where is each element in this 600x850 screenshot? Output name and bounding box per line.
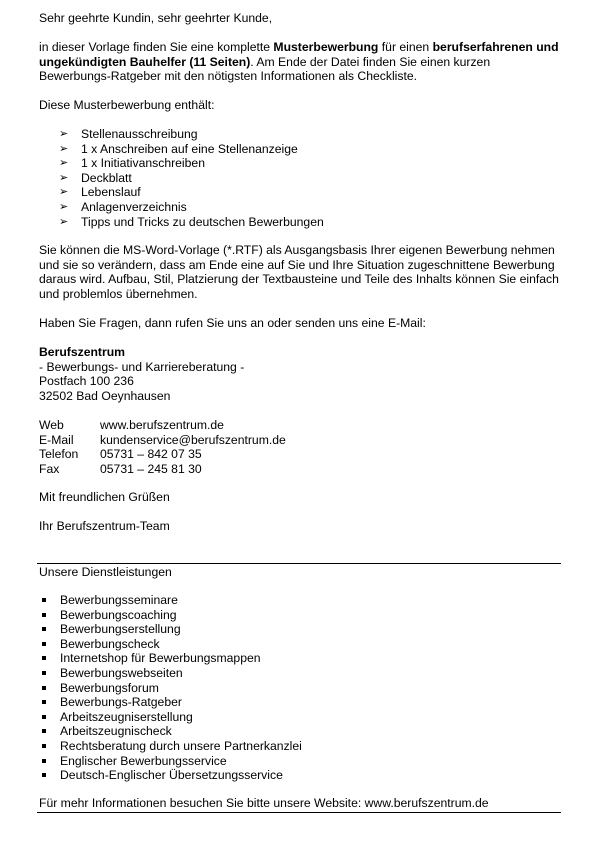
service-item-label: Bewerbungsseminare	[60, 593, 178, 607]
arrow-bullet-icon: ➢	[59, 186, 69, 199]
service-item-label: Bewerbungswebseiten	[60, 665, 183, 680]
contents-list-item	[39, 156, 569, 171]
service-item-label: Deutsch-Englischer Übersetzungsservice	[60, 768, 283, 783]
contents-list-item	[39, 171, 569, 186]
contact-email-link[interactable]: kundenservice@berufszentrum.de	[100, 432, 286, 447]
intro-paragraph	[39, 40, 564, 84]
more-info-line: Für mehr Informationen besuchen Sie bitte unsere Website: www.berufszentrum.de	[39, 796, 489, 810]
arrow-bullet-icon: ➢	[59, 157, 69, 170]
contact-fax-value: 05731 – 245 81 30	[100, 461, 202, 476]
organization-postbox: Postfach 100 236	[39, 374, 134, 389]
signature: Ihr Berufszentrum-Team	[39, 519, 170, 533]
arrow-bullet-icon: ➢	[59, 215, 69, 228]
contents-item-label: 1 x Anschreiben auf eine Stellenanzeige	[81, 141, 298, 156]
contents-list-item	[39, 142, 569, 157]
template-usage-paragraph: Sie können die MS-Word-Vorlage (*.RTF) als Ausgangsbasis Ihrer eigenen Bewerbung nehmen und sie so verändern, dass am Ende eine auf Sie und Ihre Situation zugeschnittene Bewerbung daraus wird. Aufbau, Stil, Platzierung der Textbausteine und Teile des Inhalts können Sie einfach und problemlos übernehmen.	[39, 243, 559, 301]
service-list-item	[39, 695, 569, 710]
contents-item-label: 1 x Initiativanschreiben	[81, 156, 205, 171]
organization-name: Berufszentrum	[39, 345, 126, 359]
service-list-item	[39, 622, 569, 637]
square-bullet-icon	[42, 671, 46, 675]
contact-row-fax	[39, 462, 569, 477]
intro-bold-2: berufserfahrenen und ungekündigten Bauhelfer (11 Seiten)	[39, 40, 559, 69]
service-item-label: Bewerbungscoaching	[60, 607, 177, 622]
square-bullet-icon	[42, 613, 46, 617]
contact-label: E-Mail	[39, 432, 74, 447]
square-bullet-icon	[42, 729, 46, 733]
square-bullet-icon	[42, 773, 46, 777]
service-list-item	[39, 768, 569, 783]
organization-address	[39, 345, 569, 403]
contents-item-label: Deckblatt	[81, 170, 132, 185]
greeting: Sehr geehrte Kundin, sehr geehrter Kunde,	[39, 11, 273, 25]
contact-label: Fax	[39, 461, 60, 476]
service-item-label: Bewerbungs-Ratgeber	[60, 695, 182, 710]
contents-list	[39, 127, 569, 229]
contact-label: Telefon	[39, 447, 79, 462]
service-item-label: Arbeitszeugnischeck	[60, 724, 172, 739]
service-item-label: Rechtsberatung durch unsere Partnerkanzlei	[60, 738, 302, 753]
service-item-label: Arbeitszeugniserstellung	[60, 709, 193, 724]
intro-text-3: . Am Ende der Datei finden Sie einen kurzen Bewerbungs-Ratgeber mit den nötigsten Informationen als Checkliste.	[39, 54, 491, 84]
service-list-item	[39, 754, 569, 769]
contents-item-label: Anlagenverzeichnis	[81, 199, 187, 214]
square-bullet-icon	[42, 715, 46, 719]
services-bottom-divider	[37, 812, 561, 813]
contents-item-label: Tipps und Tricks zu deutschen Bewerbungen	[81, 214, 324, 229]
square-bullet-icon	[42, 744, 46, 748]
closing-regards: Mit freundlichen Grüßen	[39, 490, 170, 504]
contents-item-label: Lebenslauf	[81, 185, 141, 200]
square-bullet-icon	[42, 598, 46, 602]
contents-heading: Diese Musterbewerbung enthält:	[39, 98, 215, 112]
services-title: Unsere Dienstleistungen	[39, 565, 172, 579]
square-bullet-icon	[42, 759, 46, 763]
service-item-label: Bewerbungserstellung	[60, 622, 181, 637]
service-item-label: Bewerbungsforum	[60, 680, 159, 695]
contents-list-item	[39, 185, 569, 200]
square-bullet-icon	[42, 627, 46, 631]
organization-city: 32502 Bad Oeynhausen	[39, 388, 171, 403]
contact-row-email	[39, 433, 569, 448]
contents-list-item	[39, 215, 569, 230]
intro-text-2: für einen	[378, 40, 433, 54]
intro-bold-1: Musterbewerbung	[273, 40, 379, 54]
square-bullet-icon	[42, 642, 46, 646]
arrow-bullet-icon: ➢	[59, 142, 69, 155]
questions-line: Haben Sie Fragen, dann rufen Sie uns an oder senden uns eine E-Mail:	[39, 316, 426, 330]
service-item-label: Englischer Bewerbungsservice	[60, 753, 227, 768]
contact-row-web	[39, 418, 569, 433]
service-list-item	[39, 739, 569, 754]
intro-text-1: in dieser Vorlage finden Sie eine komplette	[39, 40, 274, 54]
service-list-item	[39, 637, 569, 652]
contact-details	[39, 418, 569, 476]
service-list-item	[39, 681, 569, 696]
contact-phone-value: 05731 – 842 07 35	[100, 447, 202, 462]
contents-item-label: Stellenausschreibung	[81, 127, 198, 141]
square-bullet-icon	[42, 700, 46, 704]
service-list-item	[39, 651, 569, 666]
service-list-item	[39, 724, 569, 739]
organization-subtitle: - Bewerbungs- und Karriereberatung -	[39, 359, 245, 374]
contact-web-link[interactable]: www.berufszentrum.de	[100, 418, 224, 432]
arrow-bullet-icon: ➢	[59, 128, 69, 140]
service-item-label: Internetshop für Bewerbungsmappen	[60, 651, 261, 666]
service-list-item	[39, 608, 569, 623]
contents-list-item	[39, 200, 569, 215]
service-list-item	[39, 710, 569, 725]
service-list-item	[39, 666, 569, 681]
contact-row-phone	[39, 447, 569, 462]
arrow-bullet-icon: ➢	[59, 171, 69, 184]
services-list	[39, 593, 569, 783]
square-bullet-icon	[42, 656, 46, 660]
contact-label: Web	[39, 418, 64, 432]
service-list-item	[39, 593, 569, 608]
service-item-label: Bewerbungscheck	[60, 636, 160, 651]
services-top-divider	[37, 563, 561, 564]
contents-list-item	[39, 127, 569, 142]
square-bullet-icon	[42, 686, 46, 690]
arrow-bullet-icon: ➢	[59, 200, 69, 213]
